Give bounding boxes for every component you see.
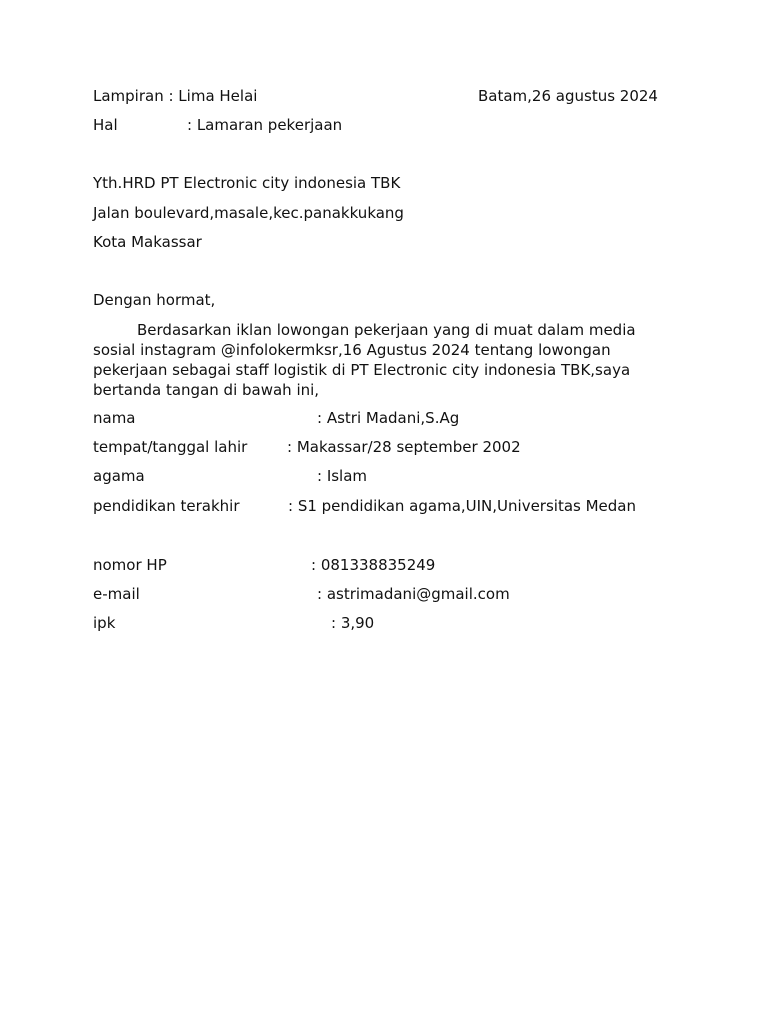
detail-label-agama: agama bbox=[93, 467, 145, 485]
detail-value-pendidikan: : S1 pendidikan agama,UIN,Universitas Medan bbox=[288, 497, 637, 515]
greeting: Dengan hormat, bbox=[93, 291, 216, 309]
place-date: Batam,26 agustus 2024 bbox=[478, 87, 658, 105]
detail-label-ipk: ipk bbox=[93, 614, 116, 632]
detail-value-ttl: : Makassar/28 september 2002 bbox=[287, 438, 521, 456]
detail-value-nama: : Astri Madani,S.Ag bbox=[317, 409, 460, 427]
subject-value: : Lamaran pekerjaan bbox=[187, 116, 343, 134]
detail-value-agama: : Islam bbox=[317, 467, 368, 485]
body-paragraph: Berdasarkan iklan lowongan pekerjaan yang di muat dalam media sosial instagram @infolokermksr,16 Agustus 2024 tentang lowongan pekerjaan sebagai staff logistik di PT Electronic city indonesia TBK,saya bertanda tangan di bawah ini, bbox=[93, 321, 636, 399]
detail-label-ttl: tempat/tanggal lahir bbox=[93, 438, 248, 456]
subject-label: Hal bbox=[93, 116, 118, 134]
detail-label-email: e-mail bbox=[93, 585, 140, 603]
recipient-line-3: Kota Makassar bbox=[93, 233, 202, 251]
detail-label-nama: nama bbox=[93, 409, 136, 427]
detail-label-hp: nomor HP bbox=[93, 556, 167, 574]
recipient-line-2: Jalan boulevard,masale,kec.panakkukang bbox=[93, 204, 404, 222]
detail-value-ipk: : 3,90 bbox=[331, 614, 375, 632]
detail-label-pendidikan: pendidikan terakhir bbox=[93, 497, 240, 515]
detail-value-hp: : 081338835249 bbox=[311, 556, 436, 574]
detail-value-email: : astrimadani@gmail.com bbox=[317, 585, 510, 603]
recipient-line-1: Yth.HRD PT Electronic city indonesia TBK bbox=[93, 174, 401, 192]
attachment-line: Lampiran : Lima Helai bbox=[93, 87, 258, 105]
